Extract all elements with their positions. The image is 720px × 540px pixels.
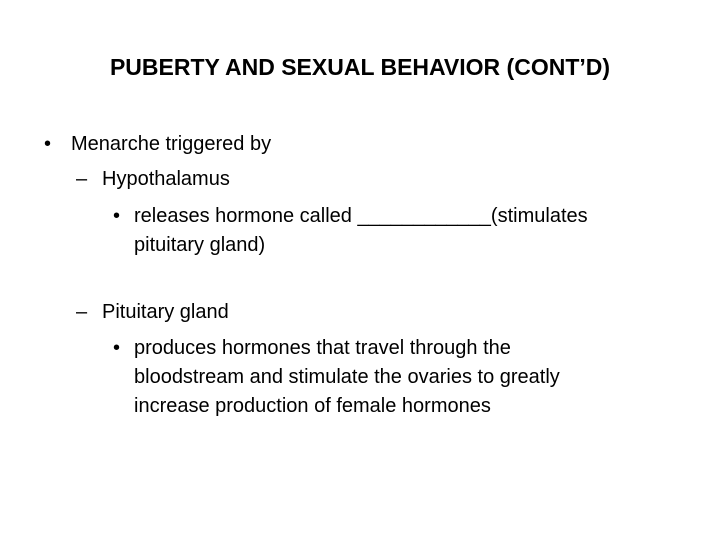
detail-text: pituitary gland)	[134, 234, 266, 256]
bullet-text: Menarche triggered by	[71, 133, 272, 155]
detail-text: increase production of female hormones	[134, 395, 491, 417]
sub-item-pituitary	[76, 296, 229, 328]
detail-item-pituitary-line2	[134, 361, 560, 393]
dash-marker: –	[76, 301, 88, 323]
dash-marker: –	[76, 168, 88, 190]
slide-title: PUBERTY AND SEXUAL BEHAVIOR (CONT’D)	[109, 54, 611, 80]
detail-text: bloodstream and stimulate the ovaries to greatly	[134, 366, 560, 388]
detail-item-pituitary-line1	[113, 332, 511, 364]
bullet-marker: •	[113, 205, 121, 227]
bullet-item-menarche	[44, 128, 271, 160]
detail-text: produces hormones that travel through the	[134, 337, 511, 359]
detail-item-hypothalamus-line2	[134, 229, 265, 261]
detail-text: releases hormone called ____________(stimulates	[134, 205, 588, 227]
detail-item-pituitary-line3	[134, 390, 491, 422]
bullet-marker: •	[113, 337, 121, 359]
sub-item-text: Pituitary gland	[102, 301, 229, 323]
sub-item-hypothalamus	[76, 163, 230, 195]
detail-item-hypothalamus-line1	[113, 200, 588, 232]
bullet-marker: •	[44, 133, 52, 155]
sub-item-text: Hypothalamus	[102, 168, 230, 190]
